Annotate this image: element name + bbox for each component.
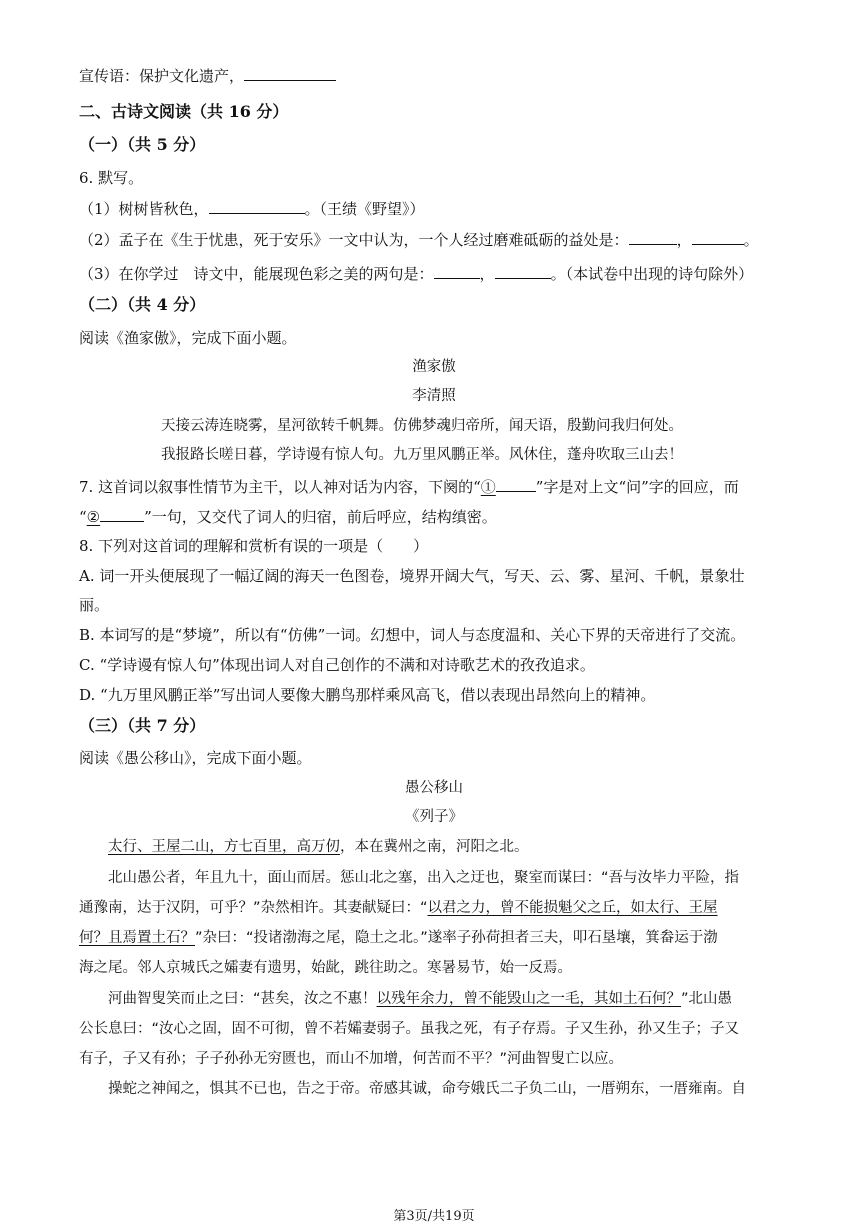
part3-intro: 阅读《愚公移山》，完成下面小题。 xyxy=(79,749,312,767)
para-1 xyxy=(108,836,529,858)
q8-option-a-cont: 丽。 xyxy=(79,596,110,614)
q7-text-a: 7. 这首词以叙事性情节为主干，以人神对话为内容，下阕的“ xyxy=(79,478,481,496)
para-2-line-3-underlined: 何？且焉置土石？ xyxy=(79,930,195,946)
para-1-underlined: 太行、王屋二山，方七百里，高万仞 xyxy=(108,839,340,855)
para-2-line-1: 北山愚公者，年且九十，面山而居。惩山北之塞，出入之迂也，聚室而谋曰：“吾与汝毕力平险，指 xyxy=(108,870,740,886)
para-2-line-2-underlined: 以君之力，曾不能损魁父之丘，如太行、王屋 xyxy=(427,900,718,916)
q8-option-a[interactable]: A. 词一开头便展现了一幅辽阔的海天一色图卷，境界开阔大气，写天、云、雾、星河、千帆，景象壮 xyxy=(79,567,745,585)
para-2-line-2-text: 通豫南，达于汉阴，可乎？”杂然相许。其妻献疑曰：“ xyxy=(79,900,428,916)
part2-title: （二）（共 4 分） xyxy=(79,295,206,314)
q7-marker-1: ① xyxy=(480,478,496,496)
q7-text-d: ”一句，又交代了词人的归宿，前后呼应，结构缜密。 xyxy=(144,508,497,526)
question-6: 6. 默写。 xyxy=(79,169,144,187)
q8-option-b[interactable]: B. 本词写的是“梦境”，所以有“仿佛”一词。幻想中，词人与态度温和、关心下界的天帝进行了交流。 xyxy=(79,626,746,644)
question-7-line-2 xyxy=(79,505,497,528)
q6-2-end: 。 xyxy=(743,231,759,249)
question-6-1 xyxy=(79,197,425,220)
q6-1-source: 。（王绩《野望》） xyxy=(304,200,425,218)
q6-2-blank-2[interactable] xyxy=(692,228,744,245)
q7-text-b: ”字是对上文“问”字的回应，而 xyxy=(535,478,739,496)
q6-3-sep: ， xyxy=(479,265,495,283)
q7-text-c: “ xyxy=(79,508,87,526)
part3-title: （三）（共 7 分） xyxy=(79,716,206,735)
para-4-line-1: 操蛇之神闻之，惧其不已也，告之于帝。帝感其诚，命夸娥氏二子负二山，一厝朔东，一厝雍南。自 xyxy=(108,1081,746,1097)
question-8-stem: 8. 下列对这首词的理解和赏析有误的一项是（ ） xyxy=(79,537,429,555)
slogan-line xyxy=(79,64,336,87)
para-1-rest: ，本在冀州之南，河阳之北。 xyxy=(340,839,529,855)
page-number: 第3页/共19页 xyxy=(393,1209,475,1224)
para-3-line-1-underlined: 以残年余力，曾不能毁山之一毛，其如土石何？ xyxy=(376,991,682,1007)
para-2-line-3 xyxy=(79,927,718,949)
q8-option-c[interactable]: C. “学诗谩有惊人句”体现出词人对自己创作的不满和对诗歌艺术的孜孜追求。 xyxy=(79,656,595,674)
q7-blank-2[interactable] xyxy=(100,505,144,522)
para-2-line-4: 海之尾。邻人京城氏之孀妻有遗男，始龀，跳往助之。寒暑易节，始一反焉。 xyxy=(79,960,572,976)
q6-2-sep: ， xyxy=(676,231,692,249)
q6-3-end: 。（本试卷中出现的诗句除外） xyxy=(550,265,754,283)
para-3-line-1-text: 河曲智叟笑而止之曰：“甚矣，汝之不惠！ xyxy=(108,991,377,1007)
slogan-blank[interactable] xyxy=(244,64,336,81)
part2-intro: 阅读《渔家傲》，完成下面小题。 xyxy=(79,329,297,347)
text-title: 愚公移山 xyxy=(405,780,463,796)
para-2-line-3-rest: ”杂曰：“投诸渤海之尾，隐土之北。”遂率子孙荷担者三夫，叩石垦壤，箕畚运于渤 xyxy=(195,930,718,946)
poem-title: 渔家傲 xyxy=(412,359,456,375)
q6-3-text: （3）在你学过 诗文中，能展现色彩之美的两句是： xyxy=(79,265,434,283)
poem-author: 李清照 xyxy=(412,388,456,404)
q6-1-blank[interactable] xyxy=(209,197,305,214)
q6-1-text: （1）树树皆秋色， xyxy=(79,200,209,218)
para-2-line-2 xyxy=(79,897,718,919)
para-3-line-1 xyxy=(108,988,732,1010)
question-7-line-1 xyxy=(79,475,739,498)
question-6-3 xyxy=(79,262,753,285)
poem-line-1: 天接云涛连晓雾，星河欲转千帆舞。仿佛梦魂归帝所，闻天语，殷勤问我归何处。 xyxy=(161,418,683,434)
para-3-line-1-end: ”北山愚 xyxy=(681,991,733,1007)
text-author: 《列子》 xyxy=(405,809,463,825)
poem-line-2: 我报路长嗟日暮，学诗谩有惊人句。九万里风鹏正举。风休住，蓬舟吹取三山去！ xyxy=(161,447,683,463)
section-title: 二、古诗文阅读（共 16 分） xyxy=(79,102,289,121)
q6-3-blank-1[interactable] xyxy=(434,262,480,279)
q6-3-blank-2[interactable] xyxy=(495,262,551,279)
slogan-label: 宣传语：保护文化遗产， xyxy=(79,67,245,85)
q6-2-blank-1[interactable] xyxy=(629,228,677,245)
q8-option-d[interactable]: D. “九万里风鹏正举”写出词人要像大鹏鸟那样乘风高飞，借以表现出昂然向上的精神。 xyxy=(79,686,656,704)
q7-blank-1[interactable] xyxy=(496,475,536,492)
part1-title: （一）（共 5 分） xyxy=(79,135,206,154)
para-3-line-2: 公长息曰：“汝心之固，固不可彻，曾不若孀妻弱子。虽我之死，有子存焉。子又生孙，孙又生子；子又 xyxy=(79,1021,740,1037)
q6-2-text: （2）孟子在《生于忧患，死于安乐》一文中认为，一个人经过磨难砥砺的益处是： xyxy=(79,231,629,249)
q7-marker-2: ② xyxy=(86,508,101,526)
question-6-2 xyxy=(79,228,759,251)
para-3-line-3: 有子，子又有孙；子子孙孙无穷匮也，而山不加增，何苦而不平？”河曲智叟亡以应。 xyxy=(79,1051,624,1067)
